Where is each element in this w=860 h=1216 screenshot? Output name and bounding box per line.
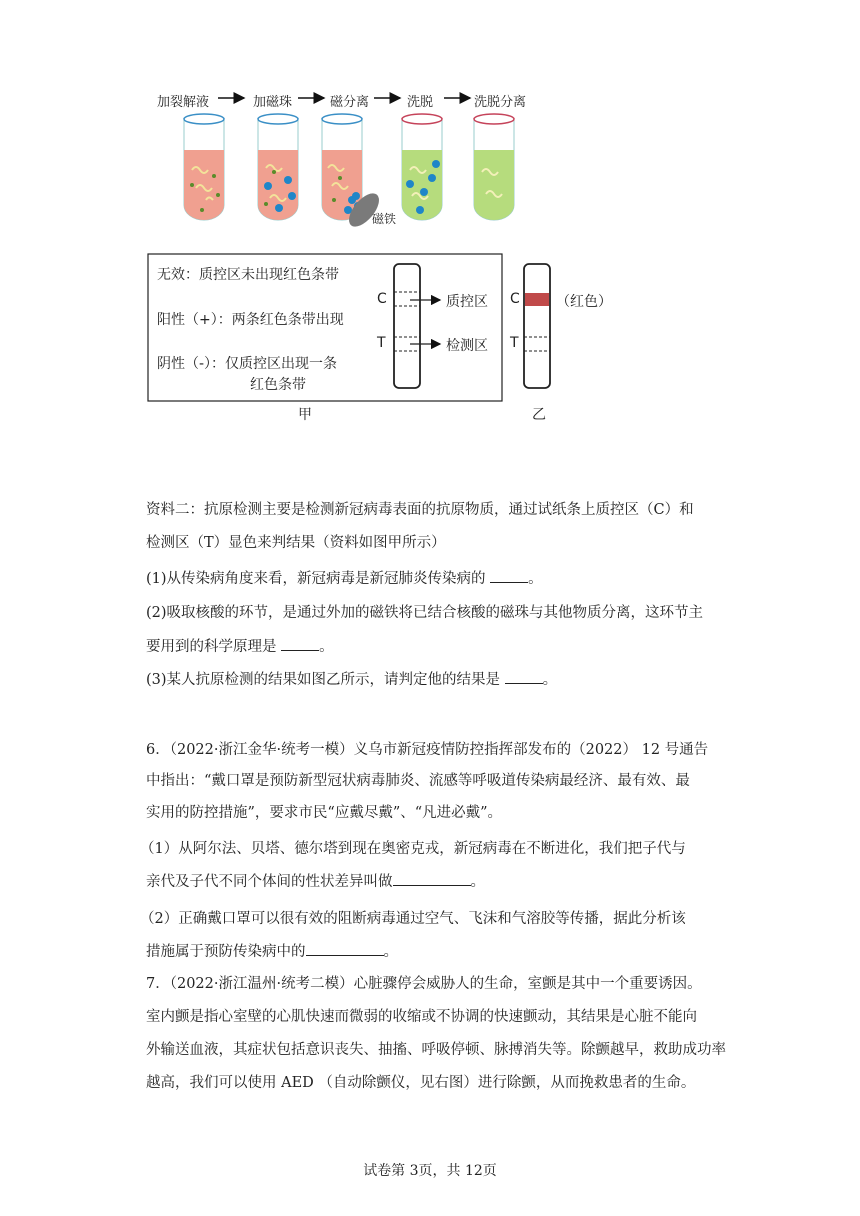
answer-blank[interactable]: [505, 669, 543, 684]
q7-line2: 室内颤是指心室壁的心肌快速而微弱的收缩或不协调的快速颤动，其结果是心脏不能向: [146, 1009, 697, 1025]
test-strip-result: [524, 264, 550, 388]
step-label: 加裂解液: [157, 95, 210, 110]
q6-sub1-line1: （1）从阿尔法、贝塔、德尔塔到现在奥密克戎，新冠病毒在不断进化，我们把子代与: [140, 841, 686, 857]
step-label: 加磁珠: [253, 95, 293, 110]
q7-line4: 越高，我们可以使用 AED （自动除颤仪，见右图）进行除颤，从而挽救患者的生命。: [146, 1075, 696, 1091]
q5-sub1: (1)从传染病角度来看，新冠病毒是新冠肺炎传染病的 。: [146, 568, 543, 589]
answer-blank[interactable]: [306, 941, 384, 956]
q5-sub2-line2: 要用到的科学原理是 。: [146, 636, 334, 657]
test-tube-beads: [258, 114, 298, 220]
legend-negative: 阴性（-）：仅质控区出现一条: [157, 356, 338, 372]
q5-intro-line1: 资料二：抗原检测主要是检测新冠病毒表面的抗原物质，通过试纸条上质控区（C）和: [146, 502, 694, 518]
figure-label-jia: 甲: [298, 407, 312, 423]
red-band: [525, 293, 549, 306]
page-footer: 试卷第 3页，共 12页: [363, 1163, 497, 1179]
test-tube-lysis: [184, 114, 224, 220]
q7-line1: 7．（2022·浙江温州·统考二模）心脏骤停会威胁人的生命，室颤是其中一个重要诱因。: [146, 976, 702, 992]
q6-line2: 中指出：“戴口罩是预防新型冠状病毒肺炎、流感等呼吸道传染病最经济、最有效、最: [146, 773, 690, 789]
qc-zone-label: 质控区: [446, 294, 488, 310]
q7-line3: 外输送血液，其症状包括意识丧失、抽搐、呼吸停顿、脉搏消失等。除颤越早，救助成功率: [146, 1042, 726, 1058]
experiment-figure: [0, 0, 860, 430]
q6-sub2-line1: （2）正确戴口罩可以很有效的阻断病毒通过空气、飞沫和气溶胶等传播，据此分析该: [140, 911, 686, 927]
legend-positive: 阳性（+）：两条红色条带出现: [157, 312, 344, 328]
test-tube-elution: [402, 114, 442, 220]
test-strip-diagram: [394, 264, 420, 388]
answer-blank[interactable]: [490, 568, 528, 583]
q5-sub3: (3)某人抗原检测的结果如图乙所示，请判定他的结果是 。: [146, 669, 557, 690]
step-label: 磁分离: [330, 95, 370, 110]
q5-intro-line2: 检测区（T）显色来判结果（资料如图甲所示）: [146, 535, 446, 551]
q6-line3: 实用的防控措施”，要求市民“应戴尽戴”、“凡进必戴”。: [146, 805, 503, 821]
step-label: 洗脱: [407, 95, 434, 110]
strip-t-label-yi: T: [510, 335, 519, 351]
answer-blank[interactable]: [281, 636, 319, 651]
legend-invalid: 无效：质控区未出现红色条带: [157, 267, 339, 283]
strip-c-label-yi: C: [510, 291, 520, 307]
test-tube-elution-separation: [474, 114, 514, 220]
figure-label-yi: 乙: [532, 407, 546, 423]
red-color-label: （红色）: [556, 294, 612, 310]
strip-t-label: T: [377, 335, 386, 351]
q6-line1: 6．（2022·浙江金华·统考一模）义乌市新冠疫情防控指挥部发布的（2022） 12 号通告: [146, 742, 709, 758]
test-zone-label: 检测区: [446, 338, 488, 354]
answer-blank[interactable]: [393, 871, 471, 886]
q5-sub2-line1: (2)吸取核酸的环节，是通过外加的磁铁将已结合核酸的磁珠与其他物质分离，这环节主: [146, 605, 704, 621]
strip-c-label: C: [377, 291, 387, 307]
step-label: 洗脱分离: [474, 95, 527, 110]
magnet-label: 磁铁: [372, 212, 397, 226]
q6-sub1-line2: 亲代及子代不同个体间的性状差异叫做 。: [146, 871, 485, 892]
q6-sub2-line2: 措施属于预防传染病中的 。: [146, 941, 398, 962]
legend-negative-cont: 红色条带: [250, 377, 306, 393]
